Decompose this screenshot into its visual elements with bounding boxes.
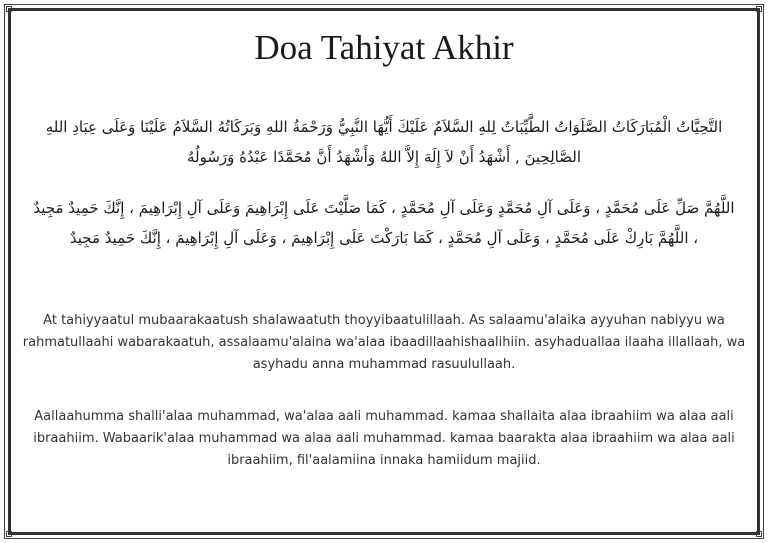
latin-paragraph-shalawat: Aallaahumma shalli'alaa muhammad, wa'alaa aali muhammad. kamaa shallaita alaa ibraahiim wa alaa aali ibraahiim. Wabaarik'alaa muhammad wa alaa aali muhammad. kamaa baarakta alaa ibraahiim wa alaa aali ibraahiim, fil'aalamiina innaka hamiidum majiid. (33, 409, 735, 468)
latin-paragraph-tahiyat: At tahiyyaatul mubaarakaatush shalawaatuth thoyyibaatulillaah. As salaamu'alaika ayyuhan nabiyyu wa rahmatullaahi wabarakaatuh, assalaamu'alaina wa'alaa ibaadillaahishaalihiin. asyhaduallaa ilaaha illallaah, wa asyhadu anna muhammad rasuulullaah. (22, 313, 746, 372)
page-title: Doa Tahiyat Akhir (254, 28, 514, 67)
arabic-paragraph-shalawat: اللَّهُمَّ صَلِّ عَلَى مُحَمَّدٍ ، وَعَلَى آلِ مُحَمَّدٍ وَعَلَى آلِ مُحَمَّدٍ ، كَمَا صَلَّيْتَ عَلَى إِبْرَاهِيمَ وَعَلَى آلِ إِبْرَاهِيمَ ، إِنَّكَ حَمِيدٌ مَجِيدٌ ، اللَّهُمَّ بَارِكْ عَلَى مُحَمَّدٍ ، وَعَلَى آلِ مُحَمَّدٍ ، كَمَا بَارَكْتَ عَلَى إِبْرَاهِيمَ ، وَعَلَى آلِ إِبْرَاهِيمَ ، إِنَّكَ حَمِيدٌ مَجِيدٌ (33, 199, 735, 247)
arabic-paragraph-tahiyat: التَّحِيَّاتُ الْمُبَارَكَاتُ الصَّلَوَاتُ الطَّيِّبَاتُ لِلهِ السَّلاَمُ عَلَيْكَ أَيُّهَا النَّبِيُّ وَرَحْمَةُ اللهِ وَبَرَكَاتُهُ السَّلاَمُ عَلَيْنَا وَعَلَى عِبَادِ اللهِ الصَّالِحِينَ , أَشْهَدُ أَنْ لاَ إِلَهَ إِلاَّ اللهُ وَأَشْهَدُ أَنَّ مُحَمَّدًا عَبْدُهُ وَرَسُولُهُ (45, 118, 723, 166)
